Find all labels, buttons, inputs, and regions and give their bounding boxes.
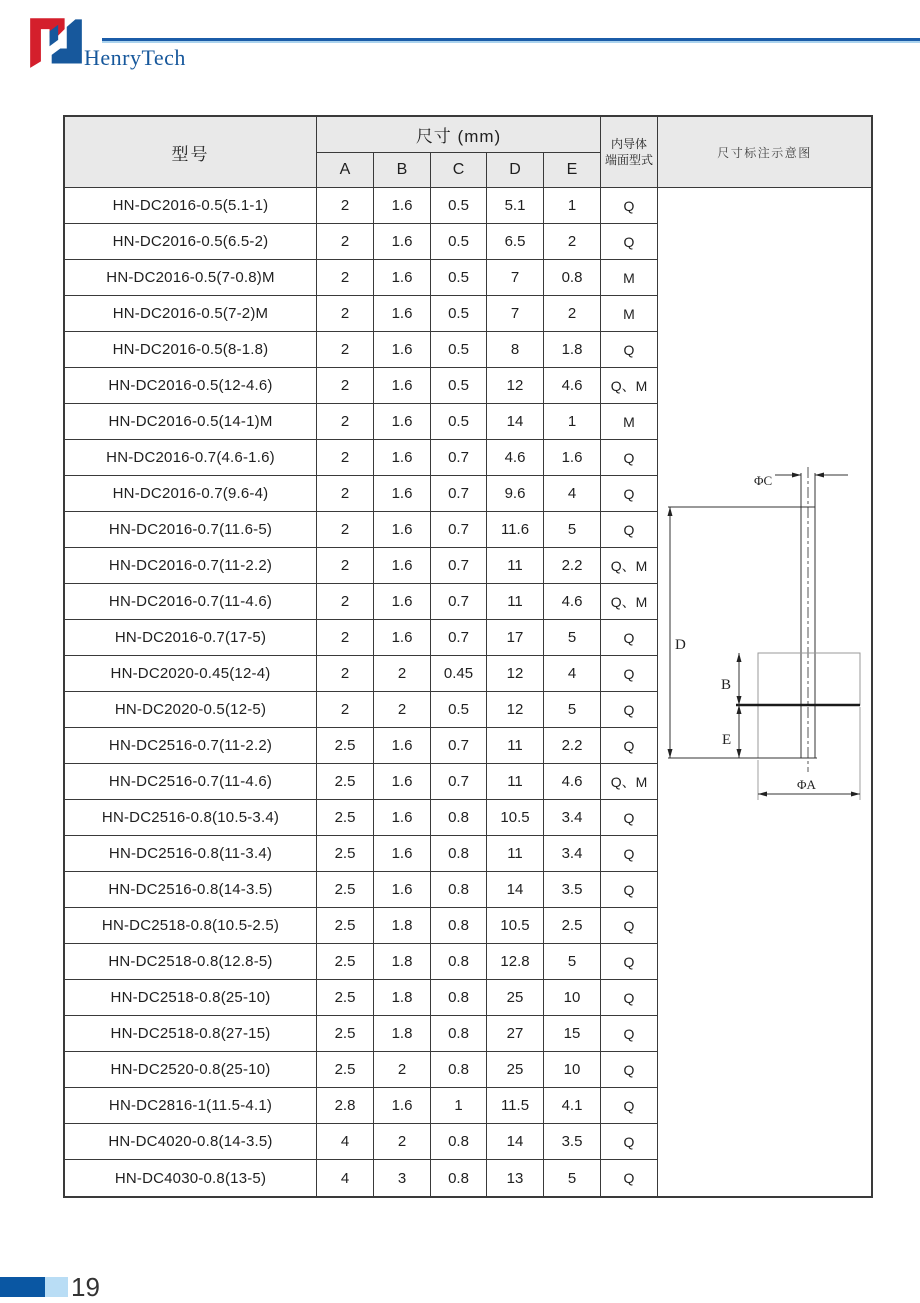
value-c-cell: 0.45	[431, 656, 487, 692]
value-b-cell: 1.6	[374, 368, 431, 404]
value-d-cell: 11	[487, 584, 544, 620]
conductor-type-cell: Q	[601, 980, 658, 1016]
conductor-type-cell: Q	[601, 908, 658, 944]
model-cell: HN-DC2518-0.8(27-15)	[65, 1016, 317, 1052]
model-cell: HN-DC4020-0.8(14-3.5)	[65, 1124, 317, 1160]
label-e: E	[722, 732, 732, 748]
conductor-type-cell: Q	[601, 512, 658, 548]
value-c-cell: 0.8	[431, 1160, 487, 1196]
value-d-cell: 7	[487, 296, 544, 332]
value-e-cell: 4.6	[544, 584, 601, 620]
conductor-face-line2: 端面型式	[604, 153, 653, 167]
value-d-cell: 4.6	[487, 440, 544, 476]
value-e-cell: 4.6	[544, 764, 601, 800]
header-rule-light	[102, 41, 920, 43]
model-cell: HN-DC2016-0.5(5.1-1)	[65, 188, 317, 224]
value-b-cell: 1.6	[374, 440, 431, 476]
model-cell: HN-DC2020-0.45(12-4)	[65, 656, 317, 692]
value-c-cell: 0.5	[431, 296, 487, 332]
col-header-a: A	[317, 153, 374, 188]
model-cell: HN-DC2016-0.5(7-0.8)M	[65, 260, 317, 296]
value-c-cell: 0.5	[431, 404, 487, 440]
value-c-cell: 0.5	[431, 188, 487, 224]
label-b: B	[721, 677, 732, 693]
value-d-cell: 11	[487, 548, 544, 584]
model-cell: HN-DC2016-0.7(11.6-5)	[65, 512, 317, 548]
value-e-cell: 1.6	[544, 440, 601, 476]
value-b-cell: 1.6	[374, 404, 431, 440]
value-a-cell: 2	[317, 476, 374, 512]
model-cell: HN-DC2016-0.5(8-1.8)	[65, 332, 317, 368]
value-d-cell: 10.5	[487, 908, 544, 944]
value-a-cell: 2.5	[317, 728, 374, 764]
value-a-cell: 2	[317, 440, 374, 476]
value-b-cell: 1.6	[374, 584, 431, 620]
value-a-cell: 2	[317, 692, 374, 728]
brand-wordmark: HenryTech	[84, 45, 186, 70]
label-phi-c: ΦC	[754, 473, 773, 488]
value-e-cell: 10	[544, 1052, 601, 1088]
value-c-cell: 0.5	[431, 224, 487, 260]
conductor-type-cell: Q	[601, 1088, 658, 1124]
value-c-cell: 0.8	[431, 836, 487, 872]
value-e-cell: 2	[544, 296, 601, 332]
model-cell: HN-DC2016-0.5(14-1)M	[65, 404, 317, 440]
dimension-d	[668, 507, 815, 758]
dimension-arrowheads	[668, 473, 861, 797]
value-d-cell: 7	[487, 260, 544, 296]
value-a-cell: 2.5	[317, 764, 374, 800]
value-d-cell: 25	[487, 980, 544, 1016]
value-e-cell: 3.5	[544, 1124, 601, 1160]
value-d-cell: 11.5	[487, 1088, 544, 1124]
model-cell: HN-DC2518-0.8(10.5-2.5)	[65, 908, 317, 944]
conductor-type-cell: M	[601, 296, 658, 332]
value-b-cell: 1.6	[374, 764, 431, 800]
value-e-cell: 5	[544, 1160, 601, 1196]
value-d-cell: 25	[487, 1052, 544, 1088]
value-d-cell: 11.6	[487, 512, 544, 548]
footer-accent-light	[45, 1277, 68, 1297]
value-a-cell: 2.5	[317, 944, 374, 980]
label-d: D	[675, 637, 686, 653]
value-a-cell: 4	[317, 1124, 374, 1160]
value-a-cell: 2	[317, 620, 374, 656]
value-d-cell: 12	[487, 692, 544, 728]
value-e-cell: 5	[544, 692, 601, 728]
value-a-cell: 2	[317, 332, 374, 368]
value-d-cell: 14	[487, 404, 544, 440]
value-a-cell: 2.5	[317, 980, 374, 1016]
conductor-type-cell: Q、M	[601, 368, 658, 404]
model-cell: HN-DC2516-0.8(10.5-3.4)	[65, 800, 317, 836]
model-cell: HN-DC2520-0.8(25-10)	[65, 1052, 317, 1088]
value-c-cell: 0.5	[431, 368, 487, 404]
model-cell: HN-DC2016-0.7(9.6-4)	[65, 476, 317, 512]
conductor-type-cell: Q、M	[601, 548, 658, 584]
model-cell: HN-DC2016-0.7(11-2.2)	[65, 548, 317, 584]
conductor-type-cell: Q、M	[601, 584, 658, 620]
conductor-type-cell: Q、M	[601, 764, 658, 800]
conductor-type-cell: Q	[601, 188, 658, 224]
conductor-type-cell: Q	[601, 332, 658, 368]
value-a-cell: 2.5	[317, 908, 374, 944]
value-e-cell: 5	[544, 620, 601, 656]
col-header-model: 型号	[65, 117, 317, 188]
value-a-cell: 2	[317, 584, 374, 620]
value-d-cell: 5.1	[487, 188, 544, 224]
conductor-type-cell: Q	[601, 692, 658, 728]
conductor-type-cell: Q	[601, 1124, 658, 1160]
value-c-cell: 0.8	[431, 1016, 487, 1052]
value-e-cell: 4	[544, 656, 601, 692]
value-e-cell: 2.5	[544, 908, 601, 944]
value-d-cell: 11	[487, 728, 544, 764]
value-e-cell: 1	[544, 188, 601, 224]
value-c-cell: 0.7	[431, 512, 487, 548]
col-header-c: C	[431, 153, 487, 188]
value-c-cell: 1	[431, 1088, 487, 1124]
model-cell: HN-DC2518-0.8(25-10)	[65, 980, 317, 1016]
value-c-cell: 0.7	[431, 728, 487, 764]
value-b-cell: 2	[374, 656, 431, 692]
conductor-type-cell: M	[601, 260, 658, 296]
value-b-cell: 1.6	[374, 836, 431, 872]
col-header-d: D	[487, 153, 544, 188]
value-b-cell: 1.6	[374, 512, 431, 548]
value-a-cell: 2	[317, 224, 374, 260]
model-cell: HN-DC2516-0.8(14-3.5)	[65, 872, 317, 908]
value-b-cell: 1.8	[374, 980, 431, 1016]
value-d-cell: 11	[487, 764, 544, 800]
model-cell: HN-DC2016-0.7(4.6-1.6)	[65, 440, 317, 476]
value-e-cell: 15	[544, 1016, 601, 1052]
value-a-cell: 2.5	[317, 800, 374, 836]
value-c-cell: 0.5	[431, 332, 487, 368]
value-c-cell: 0.8	[431, 944, 487, 980]
value-a-cell: 2	[317, 656, 374, 692]
value-e-cell: 4.1	[544, 1088, 601, 1124]
value-b-cell: 1.6	[374, 332, 431, 368]
value-a-cell: 2.8	[317, 1088, 374, 1124]
value-c-cell: 0.8	[431, 980, 487, 1016]
value-e-cell: 2.2	[544, 728, 601, 764]
conductor-type-cell: Q	[601, 224, 658, 260]
conductor-type-cell: Q	[601, 476, 658, 512]
value-b-cell: 1.6	[374, 800, 431, 836]
value-c-cell: 0.8	[431, 1052, 487, 1088]
model-cell: HN-DC2816-1(11.5-4.1)	[65, 1088, 317, 1124]
value-a-cell: 2.5	[317, 1052, 374, 1088]
value-d-cell: 12	[487, 368, 544, 404]
value-d-cell: 11	[487, 836, 544, 872]
value-b-cell: 1.6	[374, 548, 431, 584]
value-d-cell: 13	[487, 1160, 544, 1196]
model-cell: HN-DC2518-0.8(12.8-5)	[65, 944, 317, 980]
conductor-type-cell: Q	[601, 836, 658, 872]
value-e-cell: 0.8	[544, 260, 601, 296]
value-b-cell: 1.6	[374, 1088, 431, 1124]
value-e-cell: 4	[544, 476, 601, 512]
value-e-cell: 5	[544, 944, 601, 980]
value-b-cell: 2	[374, 692, 431, 728]
col-header-e: E	[544, 153, 601, 188]
value-c-cell: 0.7	[431, 440, 487, 476]
value-a-cell: 2	[317, 548, 374, 584]
value-e-cell: 10	[544, 980, 601, 1016]
conductor-type-cell: Q	[601, 728, 658, 764]
value-b-cell: 1.6	[374, 260, 431, 296]
value-c-cell: 0.5	[431, 260, 487, 296]
value-b-cell: 2	[374, 1052, 431, 1088]
value-b-cell: 1.6	[374, 728, 431, 764]
value-a-cell: 2	[317, 260, 374, 296]
value-c-cell: 0.8	[431, 872, 487, 908]
value-d-cell: 9.6	[487, 476, 544, 512]
model-cell: HN-DC4030-0.8(13-5)	[65, 1160, 317, 1196]
conductor-type-cell: Q	[601, 800, 658, 836]
value-d-cell: 12	[487, 656, 544, 692]
value-c-cell: 0.8	[431, 1124, 487, 1160]
value-c-cell: 0.8	[431, 800, 487, 836]
model-cell: HN-DC2016-0.5(6.5-2)	[65, 224, 317, 260]
spec-table	[63, 115, 873, 1198]
value-a-cell: 2	[317, 368, 374, 404]
conductor-type-cell: Q	[601, 944, 658, 980]
dimension-diagram-cell	[658, 188, 871, 1196]
footer-accent-dark	[0, 1277, 45, 1297]
col-header-conductor-face-type	[601, 117, 658, 188]
value-e-cell: 4.6	[544, 368, 601, 404]
value-c-cell: 0.7	[431, 584, 487, 620]
value-a-cell: 2	[317, 512, 374, 548]
model-cell: HN-DC2516-0.8(11-3.4)	[65, 836, 317, 872]
model-cell: HN-DC2516-0.7(11-4.6)	[65, 764, 317, 800]
value-d-cell: 8	[487, 332, 544, 368]
model-cell: HN-DC2016-0.7(11-4.6)	[65, 584, 317, 620]
value-e-cell: 2.2	[544, 548, 601, 584]
value-b-cell: 1.8	[374, 1016, 431, 1052]
value-a-cell: 2	[317, 404, 374, 440]
value-d-cell: 14	[487, 1124, 544, 1160]
value-e-cell: 3.4	[544, 836, 601, 872]
value-c-cell: 0.7	[431, 548, 487, 584]
col-header-dimension-diagram: 尺寸标注示意图	[658, 117, 871, 188]
model-cell: HN-DC2016-0.5(12-4.6)	[65, 368, 317, 404]
henrytech-logo	[27, 14, 85, 70]
conductor-type-cell: Q	[601, 1016, 658, 1052]
conductor-face-line1: 内导体	[610, 137, 647, 151]
value-e-cell: 5	[544, 512, 601, 548]
value-c-cell: 0.8	[431, 908, 487, 944]
value-a-cell: 2.5	[317, 872, 374, 908]
conductor-type-cell: Q	[601, 656, 658, 692]
value-b-cell: 1.8	[374, 908, 431, 944]
model-cell: HN-DC2016-0.5(7-2)M	[65, 296, 317, 332]
value-c-cell: 0.5	[431, 692, 487, 728]
model-cell: HN-DC2016-0.7(17-5)	[65, 620, 317, 656]
body-upper-outline	[758, 653, 860, 705]
conductor-type-cell: Q	[601, 1160, 658, 1196]
value-a-cell: 2.5	[317, 1016, 374, 1052]
value-b-cell: 1.6	[374, 620, 431, 656]
value-b-cell: 1.6	[374, 188, 431, 224]
value-d-cell: 6.5	[487, 224, 544, 260]
col-header-b: B	[374, 153, 431, 188]
value-e-cell: 1.8	[544, 332, 601, 368]
value-b-cell: 1.6	[374, 296, 431, 332]
conductor-type-cell: Q	[601, 1052, 658, 1088]
value-b-cell: 3	[374, 1160, 431, 1196]
value-d-cell: 14	[487, 872, 544, 908]
conductor-type-cell: M	[601, 404, 658, 440]
value-a-cell: 4	[317, 1160, 374, 1196]
value-b-cell: 1.8	[374, 944, 431, 980]
value-d-cell: 12.8	[487, 944, 544, 980]
page-number: 19	[71, 1272, 100, 1302]
value-d-cell: 10.5	[487, 800, 544, 836]
value-b-cell: 1.6	[374, 476, 431, 512]
value-b-cell: 2	[374, 1124, 431, 1160]
label-phi-a: ΦA	[797, 777, 816, 792]
conductor-type-cell: Q	[601, 872, 658, 908]
conductor-type-cell: Q	[601, 620, 658, 656]
value-c-cell: 0.7	[431, 620, 487, 656]
conductor-type-cell: Q	[601, 440, 658, 476]
model-cell: HN-DC2020-0.5(12-5)	[65, 692, 317, 728]
header-rule	[102, 38, 920, 43]
value-a-cell: 2	[317, 296, 374, 332]
value-d-cell: 17	[487, 620, 544, 656]
value-e-cell: 3.4	[544, 800, 601, 836]
col-header-dimensions-group: 尺寸 (mm)	[317, 117, 601, 153]
value-e-cell: 3.5	[544, 872, 601, 908]
value-e-cell: 1	[544, 404, 601, 440]
value-c-cell: 0.7	[431, 764, 487, 800]
value-e-cell: 2	[544, 224, 601, 260]
value-b-cell: 1.6	[374, 872, 431, 908]
value-d-cell: 27	[487, 1016, 544, 1052]
dimension-drawing	[658, 188, 871, 1196]
value-b-cell: 1.6	[374, 224, 431, 260]
model-cell: HN-DC2516-0.7(11-2.2)	[65, 728, 317, 764]
value-a-cell: 2	[317, 188, 374, 224]
value-c-cell: 0.7	[431, 476, 487, 512]
value-a-cell: 2.5	[317, 836, 374, 872]
